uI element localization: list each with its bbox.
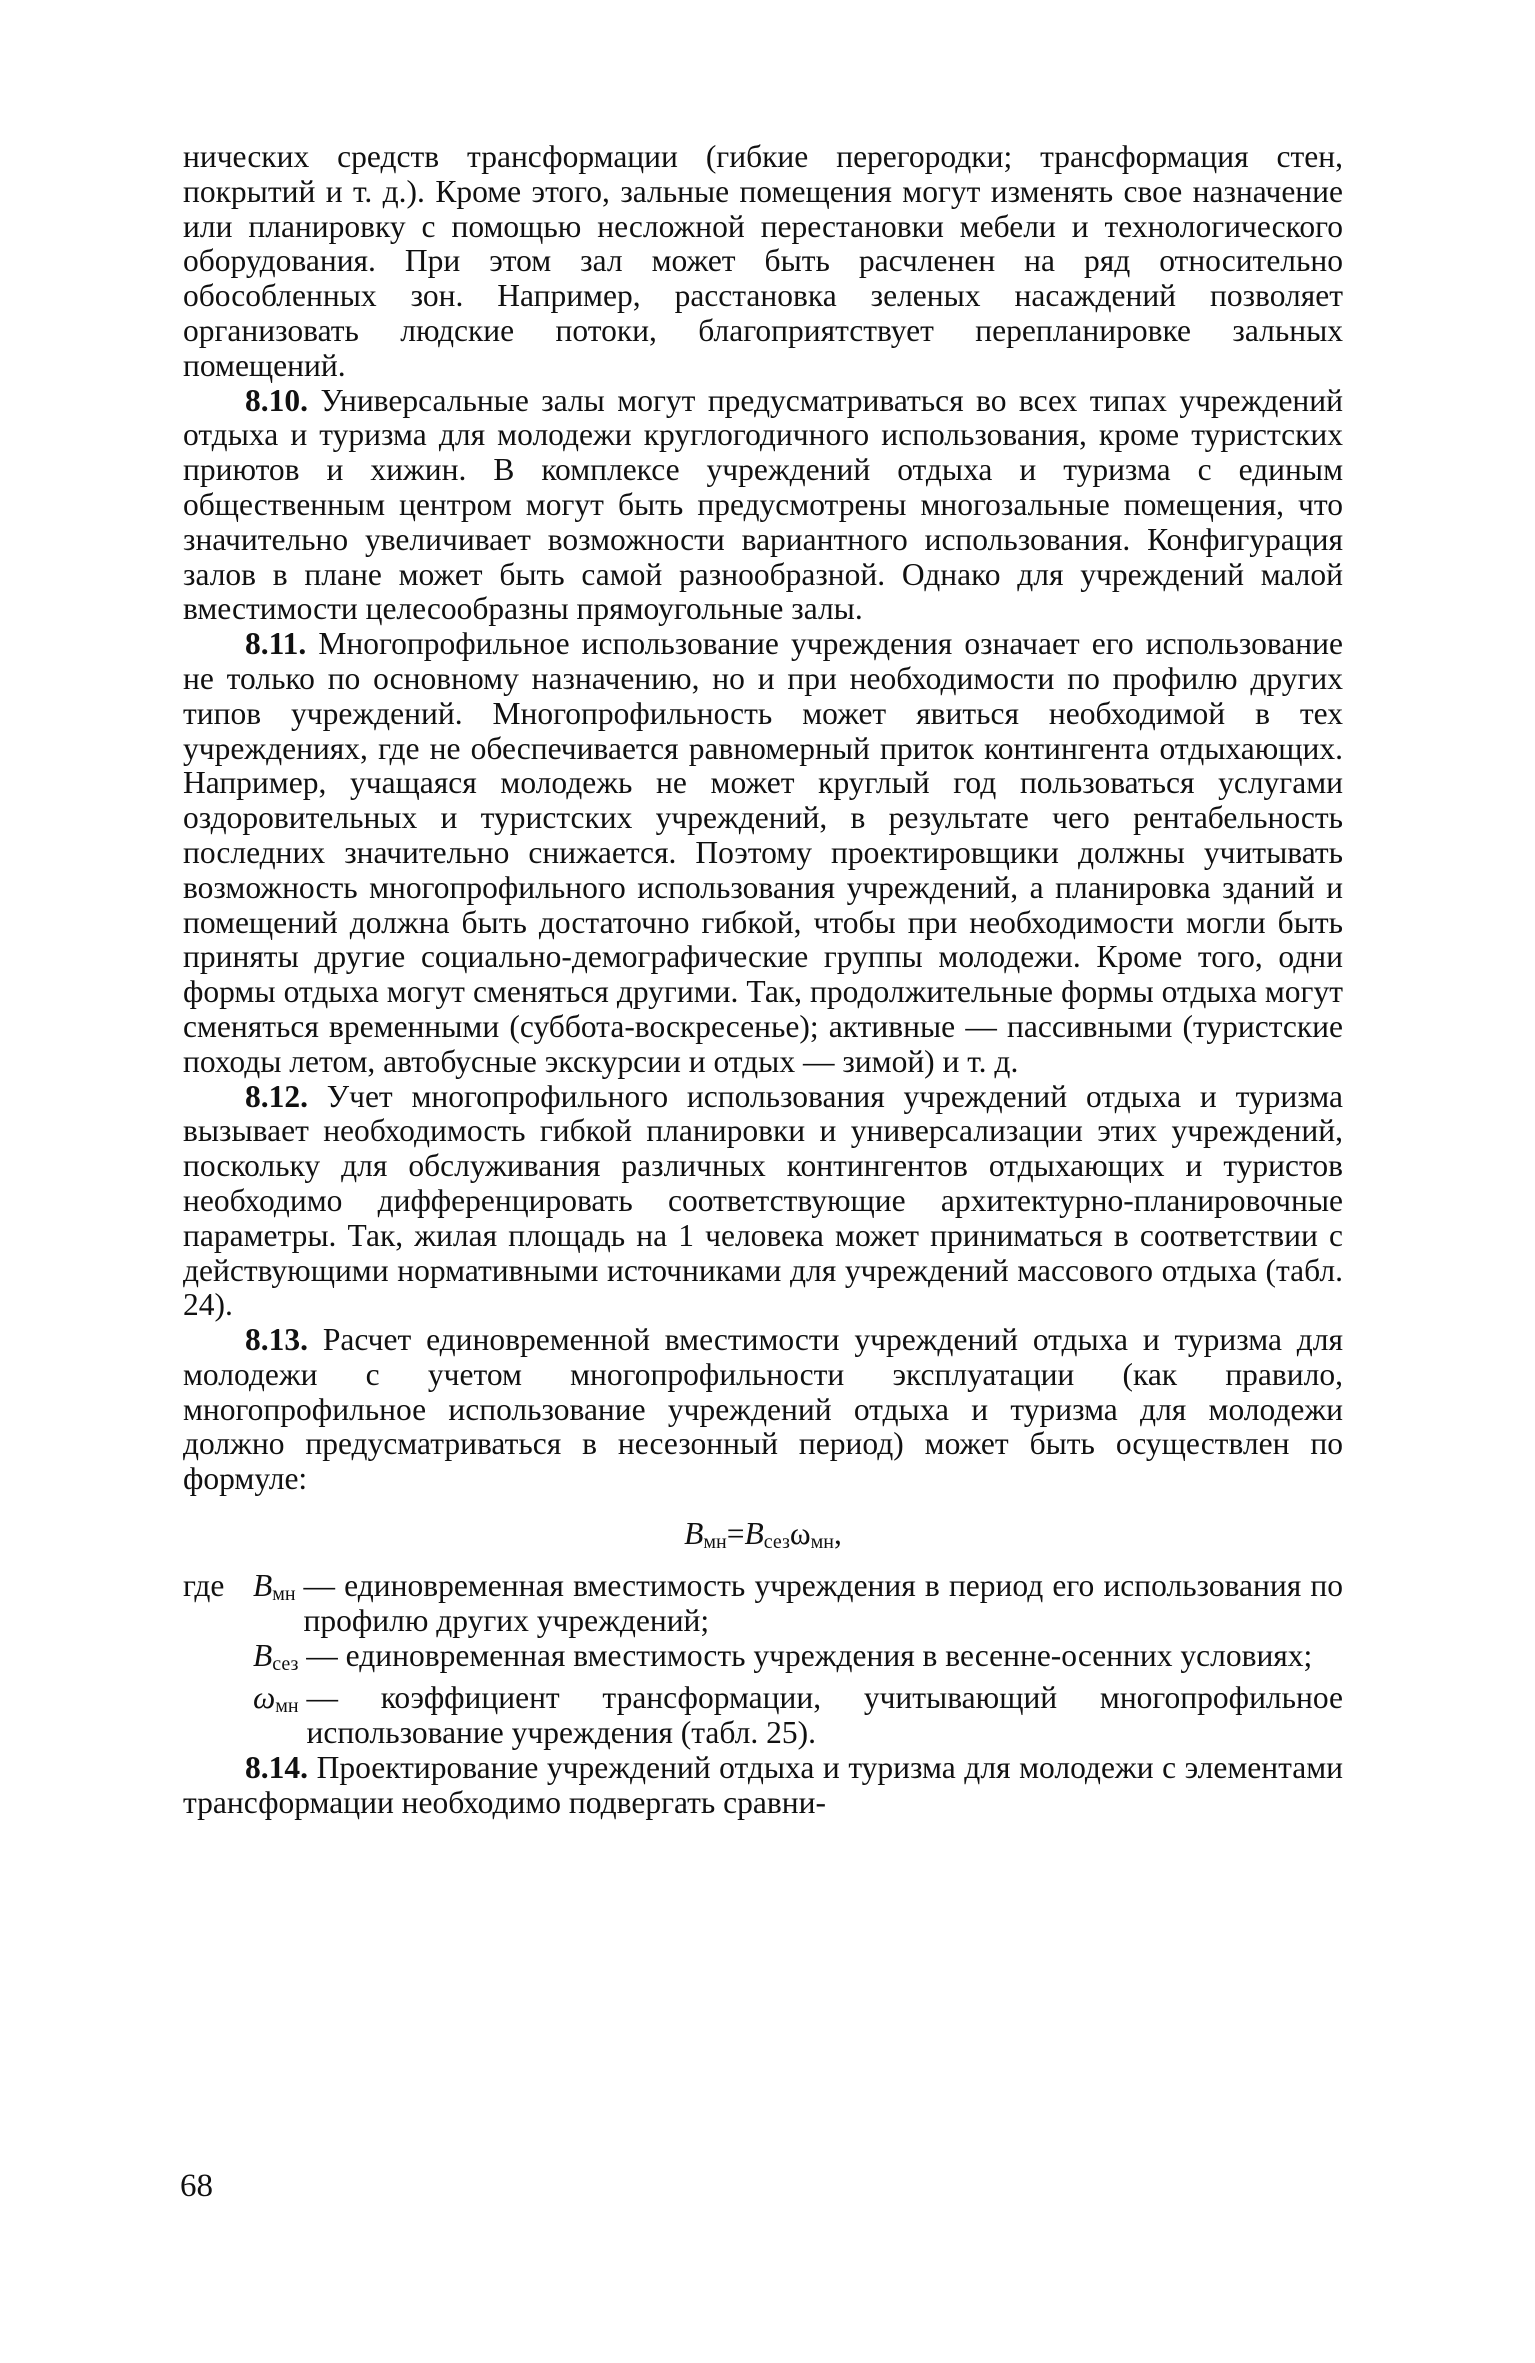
section-number: 8.13.: [245, 1322, 308, 1358]
formula-lhs: B: [684, 1516, 704, 1552]
definition-omega-mn: [183, 1681, 1343, 1751]
paragraph-text: Проектирование учреждений отдыха и туризма для молодежи с элементами трансформации необходимо подвергать сравни-: [183, 1750, 1344, 1820]
symbol: $B_{сез}$: [253, 1637, 299, 1675]
formula-r1-sub: сез: [763, 1531, 790, 1554]
formula-r2: ω: [789, 1516, 811, 1552]
formula-r2-sub: мн: [810, 1531, 834, 1554]
page-number: 68: [180, 2168, 213, 2204]
paragraph-text: Универсальные залы могут предусматриваться во всех типах учреждений отдыха и туризма для молодежи круглогодичного использования, кроме туристских приютов и хижин. В комплексе учреждений отдыха и туризма с единым общественным центром могут быть предусмотрены многозальные помещения, что значительно увеличивает возможности вариантного использования. Конфигурация залов в плане может быть самой разнообразной. Однако для учреждений малой вместимости целесообразны прямоугольные залы.: [183, 382, 1343, 627]
definition-text: — коэффициент трансформации, учитывающий многопрофильное использование учреждения (табл. 25).: [306, 1680, 1343, 1751]
paragraph-text: нических средств трансформации (гибкие перегородки; трансформация стен, покрытий и т. д.). Кроме этого, зальные помещения могут изменять свое назначение или планировку с помощью несложной перестановки мебели и технологического оборудования. При этом зал может быть расчленен на ряд относительно обособленных зон. Например, расстановка зеленых насаждений позволяет организовать людские потоки, благоприятствует перепланировке зальных помещений.: [183, 139, 1343, 383]
paragraph-8-14: [183, 1751, 1343, 1821]
formula-lhs-sub: мн: [703, 1531, 727, 1554]
definition-text: — единовременная вместимость учреждения в весенне-осенних условиях;: [306, 1637, 1313, 1673]
paragraph-text: Многопрофильное использование учреждения означает его использование не только по основному назначению, но и при необходимости по профилю других типов учреждений. Многопрофильность может явиться необходимой в тех учреждениях, где не обеспечивается равномерный приток контингента отдыхающих. Например, учащаяся молодежь не может круглый год пользоваться услугами оздоровительных и туристских учреждений, в результате чего рентабельность последних значительно снижается. Поэтому проектировщики должны учитывать возможность многопрофильного использования учреждений, а планировка зданий и помещений должна быть достаточно гибкой, чтобы при необходимости могли быть приняты другие социально-демографические группы молодежи. Кроме того, одни формы отдыха могут сменяться другими. Так, продолжительные формы отдыха могут сменяться временными (суббота-воскресенье); активные — пассивными (туристские походы летом, автобусные экскурсии и отдых — зимой) и т. д.: [183, 626, 1343, 1079]
paragraph-8-11: [183, 627, 1343, 1079]
paragraph-8-10: [183, 384, 1343, 628]
symbol: $\omega_{мн}$: [253, 1680, 299, 1718]
section-number: 8.10.: [245, 382, 308, 418]
definition-text: — единовременная вместимость учреждения в период его использования по профилю других учреждений;: [303, 1568, 1343, 1638]
paragraph-8-13: [183, 1323, 1343, 1497]
paragraph-text: Учет многопрофильного использования учреждений отдыха и туризма вызывает необходимость гибкой планировки и универсализации этих учреждений, поскольку для обслуживания различных контингентов отдыхающих и туристов необходимо дифференцировать соответствующие архитектурно-планировочные параметры. Так, жилая площадь на 1 человека может приниматься в соответствии с действующими нормативными источниками для учреждений массового отдыха (табл. 24).: [183, 1078, 1343, 1323]
definition-b-sez: [183, 1639, 1343, 1682]
formula: [183, 1515, 1343, 1561]
formula-equals: =: [726, 1516, 745, 1552]
section-number: 8.14.: [245, 1750, 308, 1786]
formula-tail: ,: [834, 1516, 842, 1552]
symbol: $B_{мн}$: [253, 1568, 296, 1606]
paragraph-continuation: [183, 140, 1343, 384]
paragraph-text: Расчет единовременной вместимости учреждений отдыха и туризма для молодежи с учетом многопрофильности эксплуатации (как правило, многопрофильное использование учреждений отдыха и туризма для молодежи должно предусматриваться в несезонный период) может быть осуществлен по формуле:: [183, 1322, 1343, 1497]
formula-r1: B: [744, 1516, 764, 1552]
where-word: где: [183, 1568, 225, 1604]
section-number: 8.11.: [245, 626, 307, 662]
text-column: [183, 140, 1343, 1821]
section-number: 8.12.: [245, 1078, 308, 1114]
paragraph-8-12: [183, 1080, 1343, 1324]
definition-b-mn: [183, 1569, 1343, 1639]
